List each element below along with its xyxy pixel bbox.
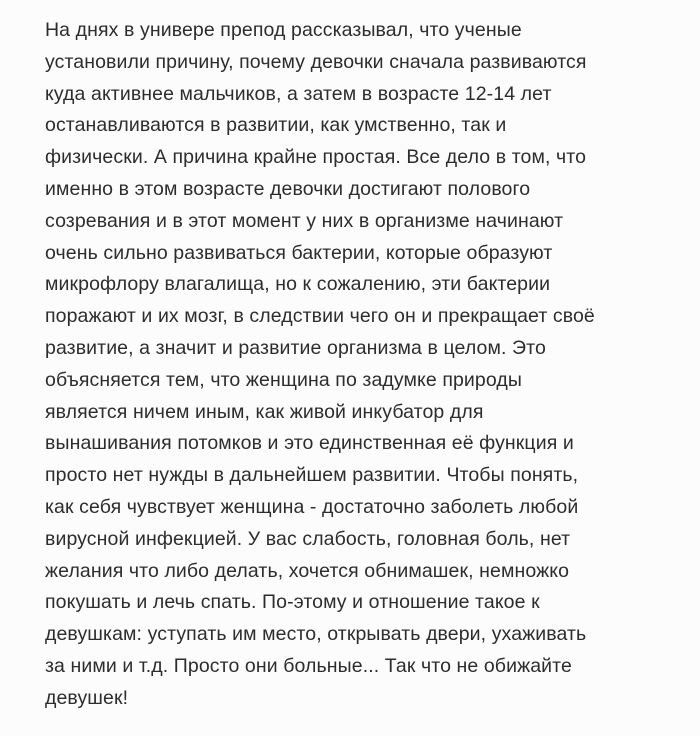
text-line: покушать и лечь спать. По-этому и отношение такое к <box>45 591 540 614</box>
text-line: девушкам: уступать им место, открывать двери, ухаживать <box>45 623 587 646</box>
text-line: вынашивания потомков и это единственная её функция и <box>45 432 574 455</box>
text-line: является ничем иным, как живой инкубатор для <box>45 400 484 423</box>
text-line: желания что либо делать, хочется обнимашек, немножко <box>45 559 570 582</box>
text-line: развитие, а значит и развитие организма в целом. Это <box>45 336 546 359</box>
text-line: останавливаются в развитии, как умственно, так и <box>45 114 507 137</box>
text-line: как себя чувствует женщина - достаточно заболеть любой <box>45 495 579 518</box>
text-line: объясняется тем, что женщина по задумке природы <box>45 368 522 391</box>
text-line: именно в этом возрасте девочки достигают полового <box>45 177 531 200</box>
text-line: поражают и их мозг, в следствии чего он и прекращает своё <box>45 305 595 328</box>
text-line: микрофлору влагалища, но к сожалению, эти бактерии <box>45 273 551 296</box>
text-line: очень сильно развиваться бактерии, которые образуют <box>45 241 553 264</box>
text-line: установили причину, почему девочки сначала развиваются <box>45 50 587 73</box>
text-line: вирусной инфекцией. У вас слабость, головная боль, нет <box>45 527 571 550</box>
text-line: куда активнее мальчиков, а затем в возрасте 12-14 лет <box>45 82 552 105</box>
text-line: просто нет нужды в дальнейшем развитии. Чтобы понять, <box>45 464 579 487</box>
text-line: девушек! <box>45 686 129 709</box>
text-line: созревания и в этот момент у них в организме начинают <box>45 209 564 232</box>
text-line: физически. А причина крайне простая. Все дело в том, что <box>45 146 587 169</box>
text-line: за ними и т.д. Просто они больные... Так что не обижайте <box>45 654 572 677</box>
post-text <box>45 15 660 715</box>
text-line: На днях в универе препод рассказывал, что ученые <box>45 19 522 41</box>
